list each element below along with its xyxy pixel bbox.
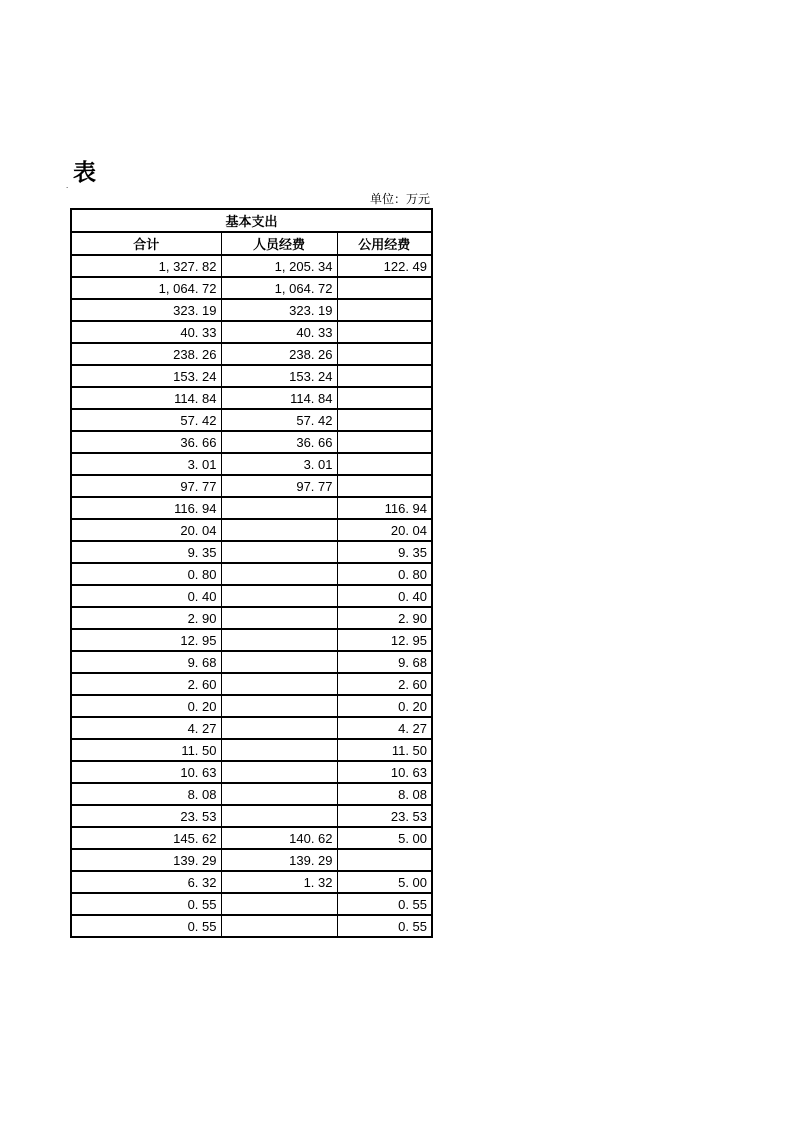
table-row	[71, 277, 432, 299]
table-cell	[221, 629, 337, 651]
table-cell: 116. 94	[71, 497, 221, 519]
table-row	[71, 761, 432, 783]
table-cell: 3. 01	[71, 453, 221, 475]
column-header-public: 公用经费	[337, 232, 432, 255]
table-row	[71, 607, 432, 629]
table-row	[71, 717, 432, 739]
table-cell: 2. 90	[337, 607, 432, 629]
table-row	[71, 805, 432, 827]
table-row	[71, 915, 432, 937]
table-cell	[221, 739, 337, 761]
table-cell: 0. 55	[337, 915, 432, 937]
table-cell	[221, 541, 337, 563]
table-row	[71, 453, 432, 475]
table-cell: 57. 42	[221, 409, 337, 431]
page-title: 表	[73, 159, 96, 185]
table-row	[71, 541, 432, 563]
table-cell	[337, 409, 432, 431]
table-cell	[221, 563, 337, 585]
table-row	[71, 585, 432, 607]
table-row	[71, 827, 432, 849]
table-cell: 139. 29	[221, 849, 337, 871]
table-row	[71, 871, 432, 893]
table-cell: 1, 064. 72	[221, 277, 337, 299]
clipped-title-fragment: .	[66, 181, 69, 190]
table-row	[71, 255, 432, 277]
table-cell	[221, 915, 337, 937]
table-row	[71, 365, 432, 387]
group-header-row	[71, 209, 432, 232]
table-cell	[337, 321, 432, 343]
table-row	[71, 783, 432, 805]
table-cell: 12. 95	[337, 629, 432, 651]
table-cell	[337, 431, 432, 453]
table-cell: 97. 77	[221, 475, 337, 497]
table-cell: 0. 40	[71, 585, 221, 607]
table-cell	[221, 717, 337, 739]
table-row	[71, 475, 432, 497]
table-cell: 20. 04	[71, 519, 221, 541]
table-cell: 1, 205. 34	[221, 255, 337, 277]
table-cell: 139. 29	[71, 849, 221, 871]
table-cell	[221, 893, 337, 915]
table-cell: 122. 49	[337, 255, 432, 277]
table-cell	[221, 585, 337, 607]
table-cell	[221, 783, 337, 805]
table-cell: 114. 84	[71, 387, 221, 409]
table-cell: 8. 08	[337, 783, 432, 805]
table-cell: 3. 01	[221, 453, 337, 475]
table-row	[71, 695, 432, 717]
table-cell: 5. 00	[337, 827, 432, 849]
table-cell	[221, 761, 337, 783]
table-cell: 0. 80	[71, 563, 221, 585]
table-cell: 2. 60	[337, 673, 432, 695]
table-cell: 4. 27	[71, 717, 221, 739]
table-cell: 20. 04	[337, 519, 432, 541]
table-row	[71, 321, 432, 343]
table-row	[71, 563, 432, 585]
table-cell: 57. 42	[71, 409, 221, 431]
unit-label: 单位：万元	[369, 192, 430, 206]
table-row	[71, 343, 432, 365]
table-cell	[337, 453, 432, 475]
table-cell: 0. 40	[337, 585, 432, 607]
table-cell: 153. 24	[221, 365, 337, 387]
table-cell: 10. 63	[337, 761, 432, 783]
table-cell: 9. 68	[337, 651, 432, 673]
table-row	[71, 673, 432, 695]
table-cell: 36. 66	[221, 431, 337, 453]
table-header	[71, 209, 432, 255]
table-cell: 0. 20	[337, 695, 432, 717]
table-row	[71, 893, 432, 915]
table-row	[71, 387, 432, 409]
table-cell: 6. 32	[71, 871, 221, 893]
table-cell	[221, 497, 337, 519]
table-cell: 11. 50	[337, 739, 432, 761]
table-cell: 23. 53	[337, 805, 432, 827]
table-cell: 145. 62	[71, 827, 221, 849]
table-row	[71, 849, 432, 871]
table-cell: 238. 26	[221, 343, 337, 365]
table-cell	[221, 519, 337, 541]
table-cell: 4. 27	[337, 717, 432, 739]
table-row	[71, 629, 432, 651]
table-cell: 10. 63	[71, 761, 221, 783]
table-cell	[337, 387, 432, 409]
table-cell: 9. 68	[71, 651, 221, 673]
table-cell: 323. 19	[71, 299, 221, 321]
group-header-cell: 基本支出	[71, 209, 432, 232]
table-cell	[337, 299, 432, 321]
table-cell: 40. 33	[71, 321, 221, 343]
table-cell: 323. 19	[221, 299, 337, 321]
table-cell: 2. 60	[71, 673, 221, 695]
table-cell: 36. 66	[71, 431, 221, 453]
table-cell	[337, 365, 432, 387]
table-body	[71, 255, 432, 937]
table-cell	[221, 695, 337, 717]
table-cell: 5. 00	[337, 871, 432, 893]
table-cell	[221, 805, 337, 827]
table-cell: 12. 95	[71, 629, 221, 651]
table-row	[71, 409, 432, 431]
table-cell: 1, 327. 82	[71, 255, 221, 277]
table-cell: 97. 77	[71, 475, 221, 497]
table-cell	[337, 475, 432, 497]
table-cell	[221, 651, 337, 673]
table-row	[71, 497, 432, 519]
table-cell	[337, 277, 432, 299]
table-cell	[221, 607, 337, 629]
table-cell: 23. 53	[71, 805, 221, 827]
table-row	[71, 431, 432, 453]
table-cell: 40. 33	[221, 321, 337, 343]
table-cell: 0. 20	[71, 695, 221, 717]
table-cell: 1, 064. 72	[71, 277, 221, 299]
table-cell: 2. 90	[71, 607, 221, 629]
table-cell: 0. 55	[71, 893, 221, 915]
table-cell: 0. 80	[337, 563, 432, 585]
table-cell: 238. 26	[71, 343, 221, 365]
table-cell: 1. 32	[221, 871, 337, 893]
table-row	[71, 739, 432, 761]
table-cell: 140. 62	[221, 827, 337, 849]
column-header-personnel: 人员经费	[221, 232, 337, 255]
table-cell: 114. 84	[221, 387, 337, 409]
table-row	[71, 519, 432, 541]
table-cell: 0. 55	[337, 893, 432, 915]
table-cell	[337, 849, 432, 871]
table-cell: 116. 94	[337, 497, 432, 519]
table-cell: 8. 08	[71, 783, 221, 805]
column-header-row	[71, 232, 432, 255]
column-header-total: 合计	[71, 232, 221, 255]
table-row	[71, 651, 432, 673]
table-cell: 153. 24	[71, 365, 221, 387]
expense-table	[70, 208, 433, 938]
table-cell: 9. 35	[337, 541, 432, 563]
table-cell: 9. 35	[71, 541, 221, 563]
table-cell	[221, 673, 337, 695]
table-cell: 0. 55	[71, 915, 221, 937]
table-cell: 11. 50	[71, 739, 221, 761]
table-cell	[337, 343, 432, 365]
table-row	[71, 299, 432, 321]
